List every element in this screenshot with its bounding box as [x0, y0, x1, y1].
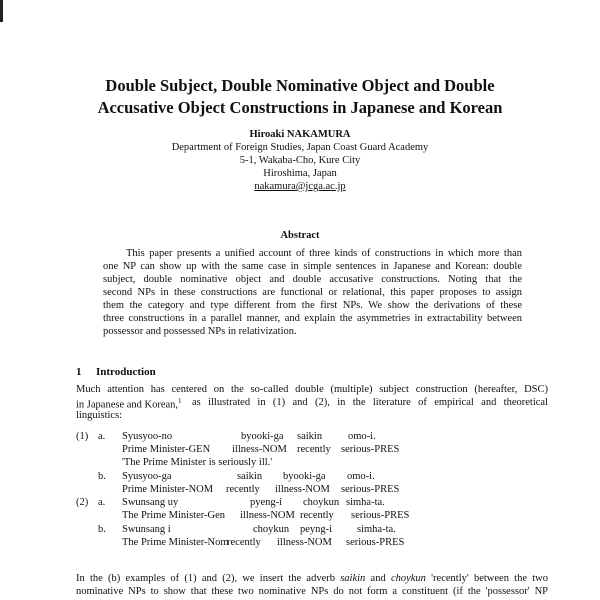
paper-title-line-2: Accusative Object Constructions in Japanese and Korean: [97, 98, 503, 117]
example-number: (1): [76, 431, 89, 442]
example-label: b.: [98, 524, 106, 535]
example-gloss: serious-PRES: [351, 510, 410, 521]
example-word: omo-i.: [348, 431, 376, 442]
body-line: [76, 573, 548, 584]
abstract-line: second NPs in these constructions are functional or relational, this paper proposes to assign: [103, 287, 522, 298]
example-gloss: serious-PRES: [346, 537, 405, 548]
example-gloss: recently: [227, 537, 261, 548]
abstract-line: subject, double nominative object and double accusative constructions. Noting that the: [103, 274, 522, 285]
abstract-line: one NP can show up with the same case in simple sentences in Japanese and Korean: double: [103, 261, 522, 272]
paper-title-line-1: Double Subject, Double Nominative Object and Double: [105, 76, 495, 95]
example-gloss: illness-NOM: [275, 484, 330, 495]
body-text: and: [365, 573, 391, 584]
example-word: Syusyoo-ga: [122, 471, 172, 482]
example-number: (2): [76, 497, 89, 508]
intro-line-2: [76, 397, 182, 411]
body-line: nominative NPs to show that these two nominative NPs do not form a constituent (if the 'possessor' NP: [76, 586, 548, 597]
example-gloss: serious-PRES: [341, 484, 400, 495]
example-gloss: The Prime Minister-Gen: [122, 510, 226, 521]
example-gloss: Prime Minister-NOM: [122, 484, 214, 495]
example-label: a.: [98, 497, 106, 508]
author-address-1: 5-1, Wakaba-Cho, Kure City: [239, 155, 361, 166]
italic-term: choykun: [390, 573, 426, 584]
author-email[interactable]: [0, 181, 600, 192]
example-translation: 'The Prime Minister is seriously ill.': [122, 457, 273, 468]
footnote-mark[interactable]: 1: [178, 397, 182, 405]
abstract-heading: Abstract: [280, 230, 320, 241]
example-gloss: serious-PRES: [341, 444, 400, 455]
example-word: choykun: [303, 497, 340, 508]
body-text: 'recently' between the two: [425, 573, 548, 584]
example-gloss: recently: [297, 444, 331, 455]
example-gloss: recently: [226, 484, 260, 495]
example-word: saikin: [297, 431, 323, 442]
example-gloss: Prime Minister-GEN: [122, 444, 211, 455]
example-gloss: recently: [300, 510, 334, 521]
example-word: byooki-ga: [283, 471, 326, 482]
abstract-line: possessor and possessed NPs in relativization.: [103, 326, 297, 337]
intro-text: in Japanese and Korean,: [76, 399, 179, 411]
example-word: saikin: [237, 471, 263, 482]
example-word: Syusyoo-no: [122, 431, 173, 442]
example-gloss: The Prime Minister-Nom: [122, 537, 229, 548]
example-gloss: illness-NOM: [240, 510, 295, 521]
abstract-line: them the category and type different from the first NPs. We show the derivations of these: [103, 300, 522, 311]
author-name: Hiroaki NAKAMURA: [249, 129, 351, 140]
italic-term: saikin: [340, 573, 366, 584]
section-title: Introduction: [96, 366, 156, 378]
intro-line: linguistics:: [76, 410, 123, 421]
example-word: Swunsang i: [122, 524, 171, 535]
example-word: pyeng-i: [250, 497, 283, 508]
intro-line: Much attention has centered on the so-called double (multiple) subject construction (hereafter, DSC): [76, 384, 548, 395]
example-word: byooki-ga: [241, 431, 284, 442]
author-address-2: Hiroshima, Japan: [263, 168, 337, 179]
example-word: simha-ta.: [357, 524, 396, 535]
example-word: peyng-i: [300, 524, 333, 535]
author-affiliation: Department of Foreign Studies, Japan Coast Guard Academy: [171, 142, 429, 153]
section-number: 1: [76, 366, 82, 378]
email-link[interactable]: nakamura@jcga.ac.jp: [254, 181, 346, 192]
example-gloss: illness-NOM: [232, 444, 287, 455]
example-label: b.: [98, 471, 106, 482]
abstract-line: This paper presents a unified account of three kinds of constructions in which more than: [126, 248, 522, 259]
scan-margin-mark: [0, 0, 3, 22]
example-word: choykun: [253, 524, 290, 535]
example-word: omo-i.: [347, 471, 375, 482]
example-word: Swunsang uy: [122, 497, 179, 508]
example-gloss: illness-NOM: [277, 537, 332, 548]
intro-line: as illustrated in (1) and (2), in the literature of empirical and theoretical: [192, 397, 548, 408]
example-word: simha-ta.: [346, 497, 385, 508]
abstract-line: three constructions in a parallel manner, and explain the asymmetries in extractability between: [103, 313, 522, 324]
example-label: a.: [98, 431, 106, 442]
body-text: In the (b) examples of (1) and (2), we insert the adverb: [76, 573, 341, 584]
